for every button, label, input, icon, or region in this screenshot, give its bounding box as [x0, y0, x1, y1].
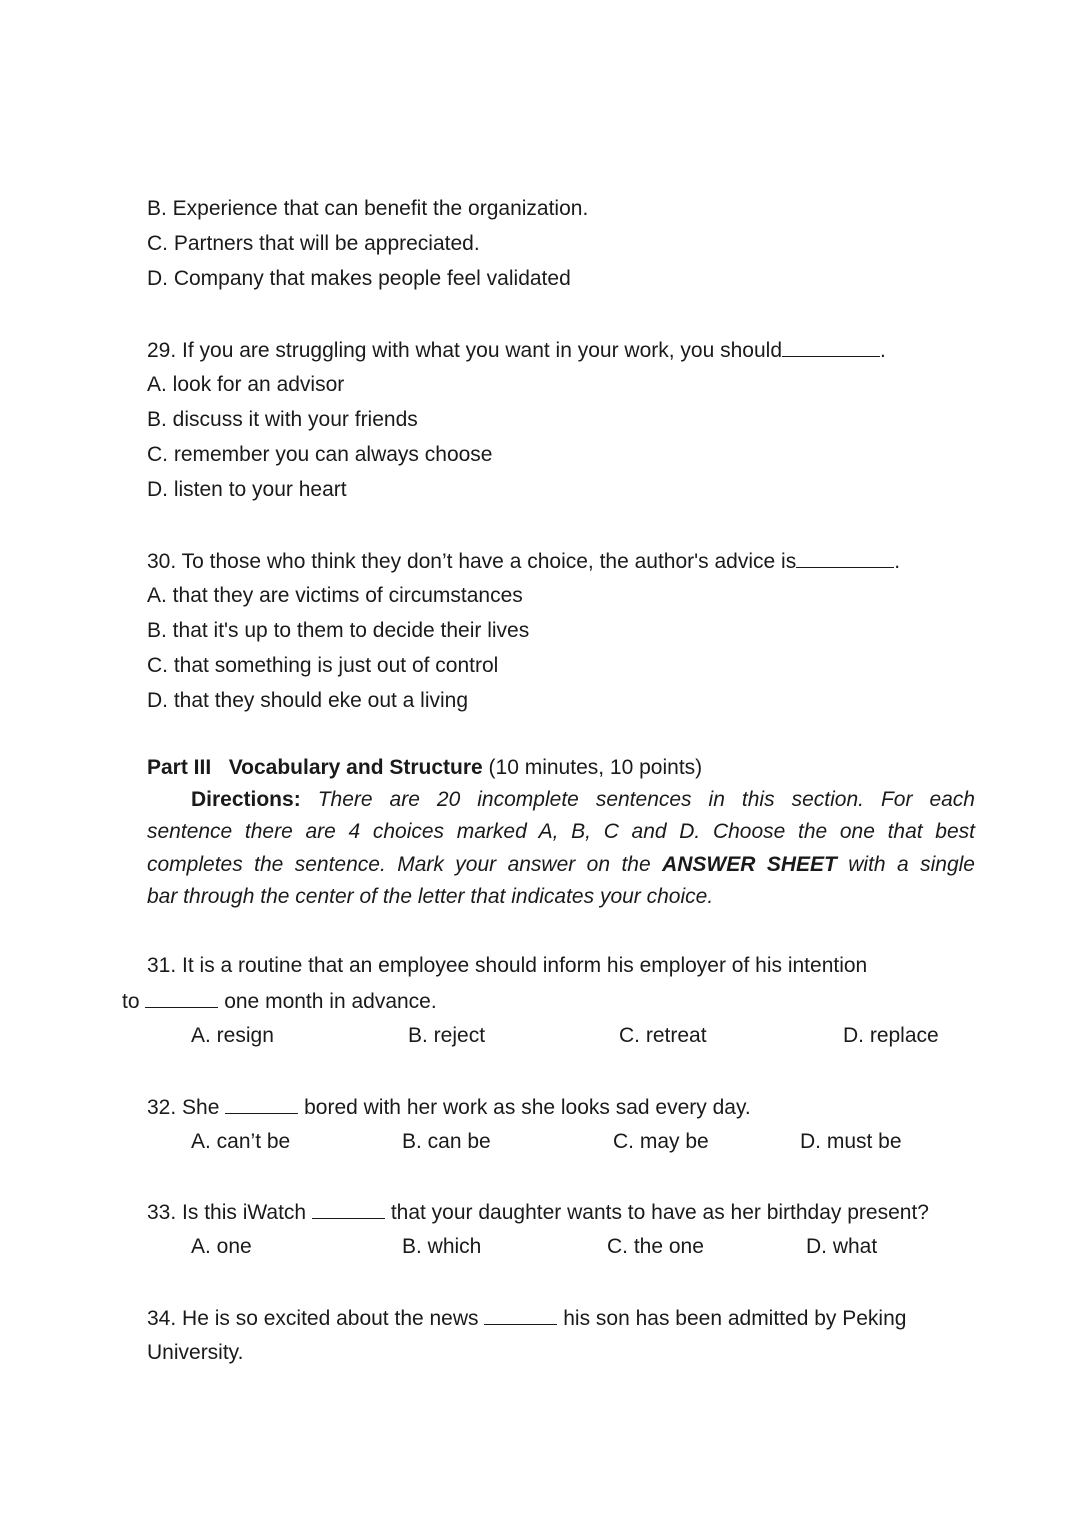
directions-label: Directions:	[191, 788, 301, 811]
q30-option-b: B. that it's up to them to decide their lives	[147, 619, 530, 642]
q31-stem-line2	[122, 987, 437, 1016]
q33-blank	[312, 1198, 385, 1219]
q33-stem	[147, 1198, 929, 1227]
answer-sheet-label: ANSWER SHEET	[662, 852, 837, 876]
q29-option-a: A. look for an advisor	[147, 373, 345, 396]
q28-option-c: C. Partners that will be appreciated.	[147, 232, 480, 255]
q32-stem	[147, 1093, 751, 1122]
q28-option-b: B. Experience that can benefit the organization.	[147, 197, 589, 220]
q32-option-c: C. may be	[613, 1130, 709, 1153]
part3-title: Part III Vocabulary and Structure	[147, 756, 483, 779]
q29-stem-text: 29. If you are struggling with what you want in your work, you should	[147, 339, 783, 362]
directions-text-1: There are 20 incomplete sentences in this section. For each	[317, 788, 975, 811]
directions-line-4: bar through the center of the letter that indicates your choice.	[147, 884, 714, 908]
directions-line-1	[147, 784, 975, 816]
q30-stem-end: .	[894, 550, 901, 573]
q30-option-c: C. that something is just out of control	[147, 654, 499, 677]
q32-option-b: B. can be	[402, 1130, 491, 1153]
q33-option-c: C. the one	[607, 1235, 704, 1258]
q30-option-d: D. that they should eke out a living	[147, 689, 469, 712]
q33-pre: 33. Is this iWatch	[147, 1201, 307, 1224]
q33-option-a: A. one	[191, 1235, 252, 1258]
q33-option-b: B. which	[402, 1235, 482, 1258]
q30-option-a: A. that they are victims of circumstances	[147, 584, 523, 607]
q31-option-a: A. resign	[191, 1024, 274, 1047]
q30-blank	[796, 547, 894, 568]
q29-option-b: B. discuss it with your friends	[147, 408, 418, 431]
q29-option-d: D. listen to your heart	[147, 478, 347, 501]
directions-line-3	[147, 849, 975, 881]
part3-directions	[147, 784, 975, 913]
q34-pre: 34. He is so excited about the news	[147, 1307, 479, 1330]
q31-option-b: B. reject	[408, 1024, 486, 1047]
q30-stem-text: 30. To those who think they don’t have a choice, the author's advice is	[147, 550, 797, 573]
directions-text-3a: completes the sentence. Mark your answer on the	[147, 852, 651, 876]
q29-blank	[782, 336, 880, 357]
q34-stem-line2: University.	[147, 1341, 244, 1364]
q31-option-c: C. retreat	[619, 1024, 707, 1047]
q32-blank	[225, 1093, 298, 1114]
part3-meta: (10 minutes, 10 points)	[482, 756, 703, 779]
q31-blank	[145, 987, 218, 1008]
q31-option-d: D. replace	[843, 1024, 939, 1047]
q32-option-a: A. can’t be	[191, 1130, 291, 1153]
q29-stem	[147, 336, 886, 365]
q33-post: that your daughter wants to have as her birthday present?	[390, 1201, 929, 1224]
q31-stem: 31. It is a routine that an employee should inform his employer of his intention	[147, 954, 868, 977]
q31-line2-post: one month in advance.	[224, 990, 437, 1013]
q32-pre: 32. She	[147, 1096, 220, 1119]
q32-post: bored with her work as she looks sad every day.	[304, 1096, 751, 1119]
q34-stem	[147, 1304, 906, 1333]
q29-stem-end: .	[880, 339, 886, 362]
directions-text-3b: with a single	[848, 852, 975, 876]
q29-option-c: C. remember you can always choose	[147, 443, 493, 466]
q30-stem	[147, 547, 900, 576]
q31-line2-pre: to	[122, 990, 140, 1013]
q33-option-d: D. what	[806, 1235, 878, 1258]
q32-option-d: D. must be	[800, 1130, 902, 1153]
q34-post: his son has been admitted by Peking	[563, 1307, 907, 1330]
q28-option-d: D. Company that makes people feel validated	[147, 267, 571, 290]
part3-heading	[147, 754, 702, 782]
q34-blank	[484, 1304, 557, 1325]
directions-line-2: sentence there are 4 choices marked A, B, C and D. Choose the one that best	[147, 820, 975, 844]
